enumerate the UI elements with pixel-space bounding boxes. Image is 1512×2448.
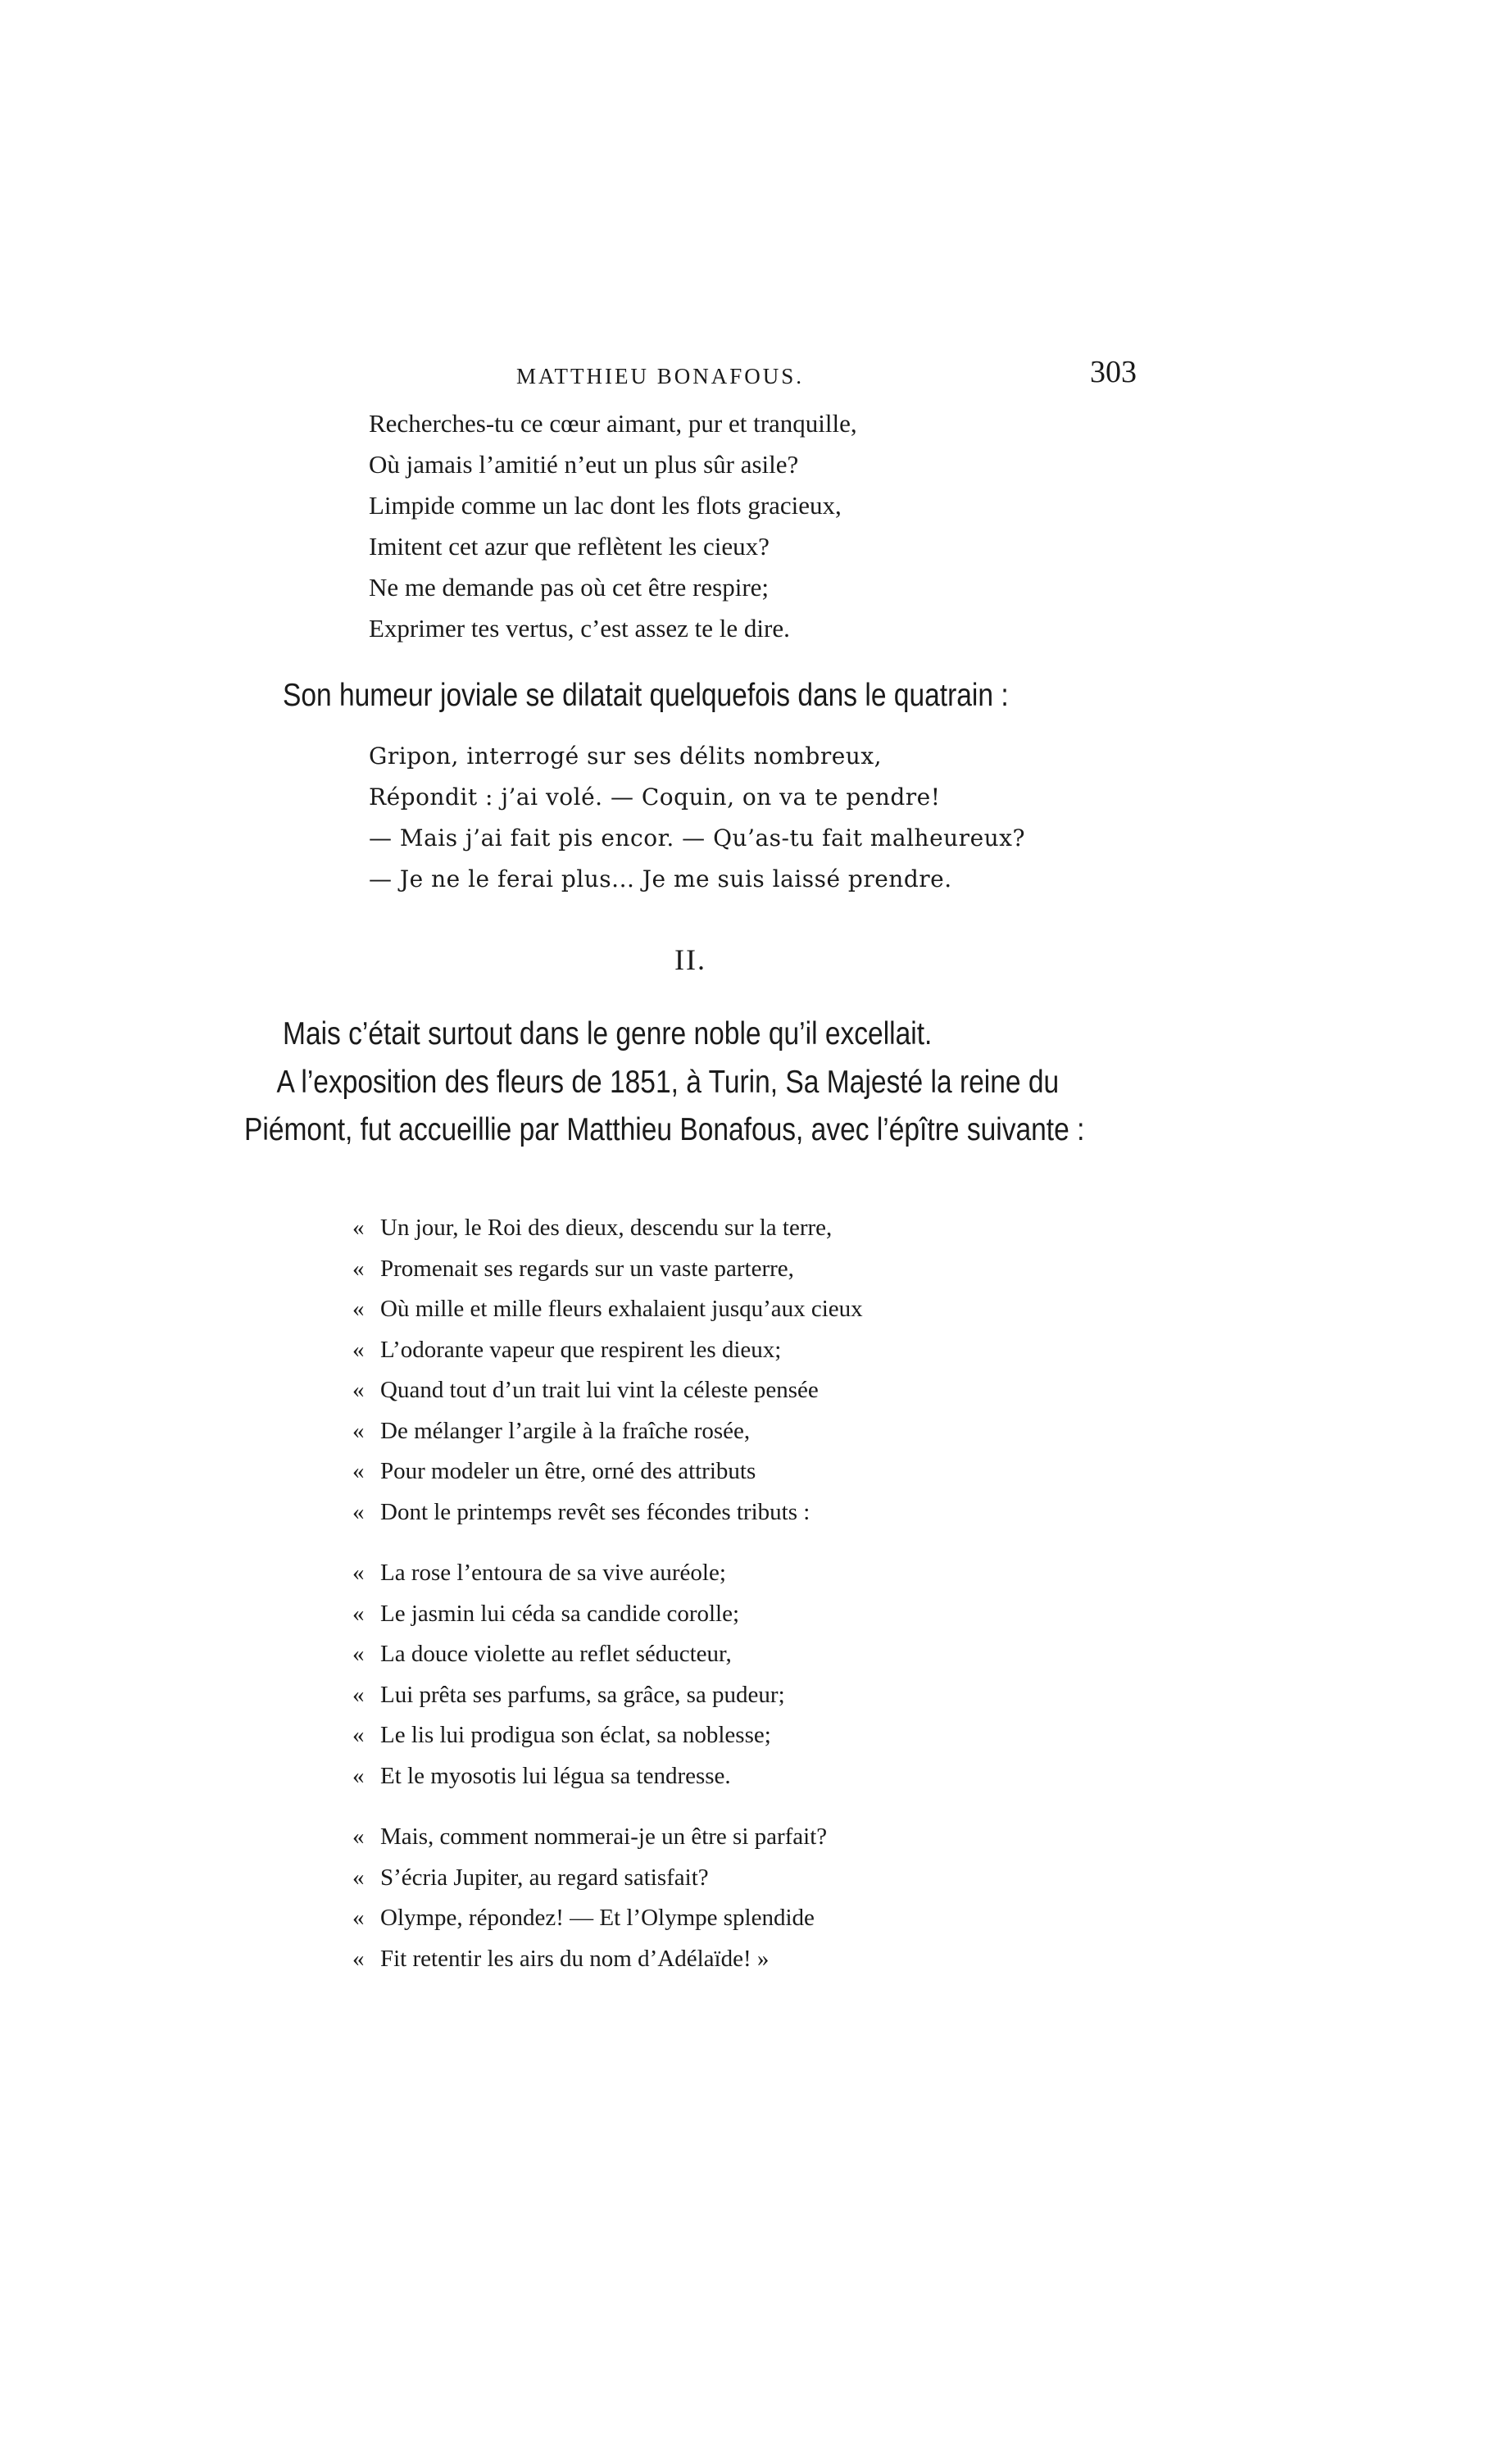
quatrain (369, 736, 1025, 900)
verse-line: Ne me demande pas où cet être respire; (369, 573, 770, 602)
verse-line: Gripon, interrogé sur ses délits nombreux, (369, 743, 883, 770)
verse-line: Imitent cet azur que reflètent les cieux? (369, 532, 770, 561)
quote-mark: « (352, 1722, 365, 1748)
verse-line: Pour modeler un être, orné des attributs (380, 1458, 756, 1484)
verse-line: — Je ne le ferai plus... Je me suis laissé prendre. (369, 865, 952, 892)
page-number: 303 (1090, 355, 1137, 389)
epistle-stanza-1 (352, 1208, 863, 1533)
verse-line: Dont le printemps revêt ses fécondes tributs : (380, 1498, 810, 1525)
quote-mark: « (352, 1824, 365, 1850)
epistle-stanza-3 (352, 1817, 827, 1979)
quote-mark: « (352, 1255, 365, 1282)
quote-mark: « (352, 1560, 365, 1586)
quote-mark: « (352, 1336, 365, 1363)
verse-line: Répondit : j’ai volé. — Coquin, on va te pendre! (369, 783, 941, 811)
verse-line: S’écria Jupiter, au regard satisfait? (380, 1864, 709, 1891)
quote-mark: « (352, 1417, 365, 1444)
quote-mark: « (352, 1498, 365, 1525)
verse-line: — Mais j’ai fait pis encor. — Qu’as-tu fait malheureux? (369, 824, 1025, 852)
paragraph-exposition (244, 1059, 1150, 1154)
quote-mark: « (352, 1641, 365, 1667)
section-number: II. (674, 943, 706, 976)
verse-line: Limpide comme un lac dont les flots gracieux, (369, 491, 842, 520)
verse-line: De mélanger l’argile à la fraîche rosée, (380, 1417, 751, 1444)
paragraph-text: Mais c’était surtout dans le genre noble qu’il excellait. (283, 1016, 933, 1051)
paragraph-genre-noble (283, 1011, 1058, 1058)
verse-line: Recherches-tu ce cœur aimant, pur et tranquille, (369, 409, 857, 438)
verse-line: Lui prêta ses parfums, sa grâce, sa pudeur; (380, 1681, 785, 1708)
verse-line: Le lis lui prodigua son éclat, sa noblesse; (380, 1722, 771, 1748)
verse-line: Un jour, le Roi des dieux, descendu sur la terre, (380, 1215, 833, 1241)
verse-line: Et le myosotis lui légua sa tendresse. (380, 1762, 731, 1789)
quote-mark: « (352, 1600, 365, 1627)
quote-mark: « (352, 1377, 365, 1403)
quote-mark: « (352, 1762, 365, 1789)
verse-line: L’odorante vapeur que respirent les dieux; (380, 1336, 782, 1363)
epistle-stanza-2 (352, 1553, 785, 1796)
quote-mark: « (352, 1945, 365, 1972)
verse-line: Fit retentir les airs du nom d’Adélaïde! » (380, 1945, 770, 1972)
verse-line: La rose l’entoura de sa vive auréole; (380, 1560, 726, 1586)
verse-line: Olympe, répondez! — Et l’Olympe splendide (380, 1905, 815, 1931)
quote-mark: « (352, 1905, 365, 1931)
verse-line: La douce violette au reflet séducteur, (380, 1641, 732, 1667)
verse-line: Exprimer tes vertus, c’est assez te le dire. (369, 614, 790, 643)
quote-mark: « (352, 1296, 365, 1322)
verse-line: Le jasmin lui céda sa candide corolle; (380, 1600, 740, 1627)
running-head (0, 354, 1512, 395)
quote-mark: « (352, 1864, 365, 1891)
paragraph-quatrain-intro (283, 672, 1058, 720)
poem-verses (369, 403, 857, 649)
paragraph-text: Son humeur joviale se dilatait quelquefois dans le quatrain : (283, 678, 1009, 713)
quote-mark: « (352, 1681, 365, 1708)
paragraph-text: A l’exposition des fleurs de 1851, à Turin, Sa Majesté la reine du Piémont, fut accueillie par Matthieu Bonafous, avec l’épître suivante : (244, 1065, 1085, 1147)
verse-line: Promenait ses regards sur un vaste parterre, (380, 1255, 794, 1282)
quote-mark: « (352, 1458, 365, 1484)
verse-line: Où jamais l’amitié n’eut un plus sûr asile? (369, 450, 799, 479)
verse-line: Mais, comment nommerai-je un être si parfait? (380, 1824, 828, 1850)
verse-line: Quand tout d’un trait lui vint la céleste pensée (380, 1377, 819, 1403)
running-title: MATTHIEU BONAFOUS. (516, 364, 805, 388)
verse-line: Où mille et mille fleurs exhalaient jusqu’aux cieux (380, 1296, 863, 1322)
quote-mark: « (352, 1215, 365, 1241)
